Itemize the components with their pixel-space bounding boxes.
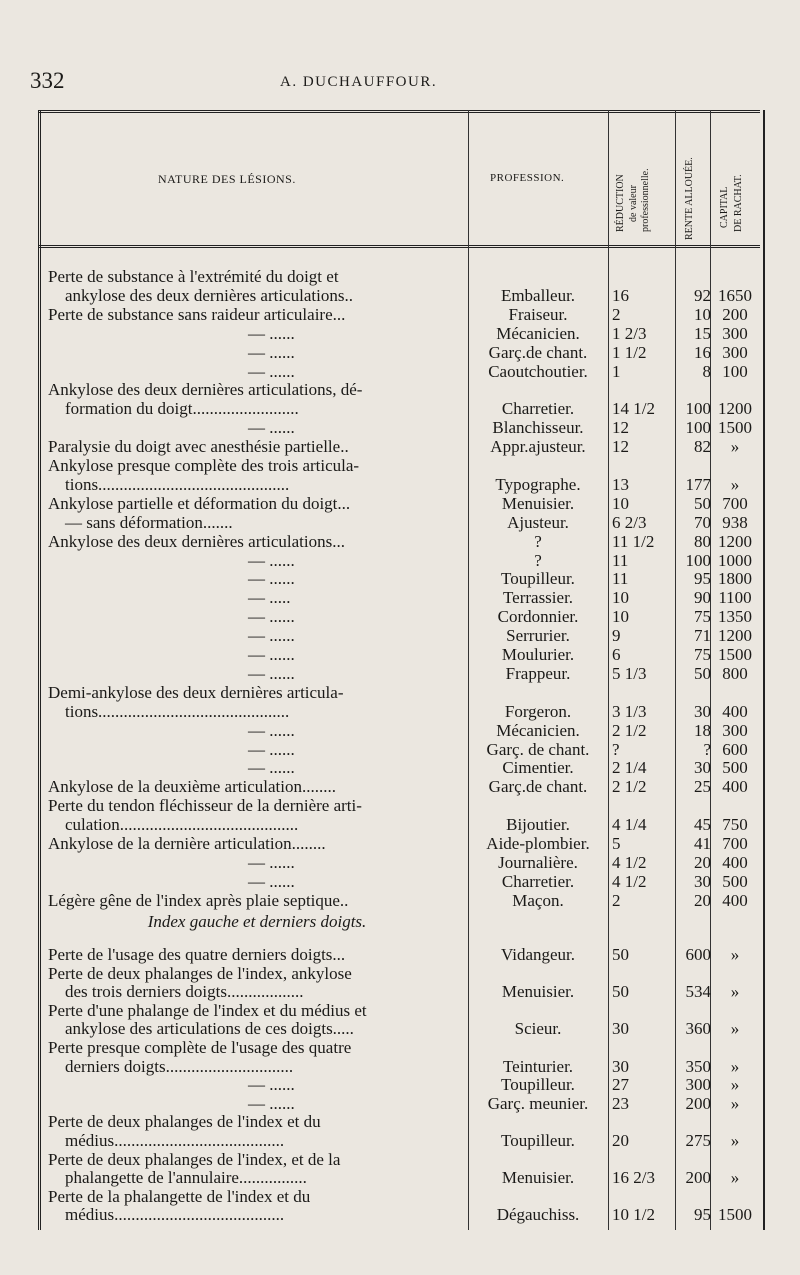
profession-cell: Ajusteur. bbox=[507, 512, 569, 532]
lesion-cell: — ...... bbox=[248, 758, 295, 778]
rente-cell: 50 bbox=[694, 493, 711, 513]
lesion-cell: Ankylose de la dernière articulation........ bbox=[48, 834, 326, 853]
profession-cell: Journalière. bbox=[498, 852, 578, 872]
lesion-cell: Perte de l'usage des quatre derniers doigts... bbox=[48, 945, 346, 964]
lesion-cell: Ankylose de la deuxième articulation........ bbox=[48, 777, 336, 797]
lesion-cell: ankylose des deux dernières articulations.. bbox=[65, 285, 353, 305]
capital-cell: 600 bbox=[722, 739, 748, 759]
lesion-cell: — ..... bbox=[248, 588, 291, 608]
capital-cell: 1200 bbox=[718, 626, 752, 646]
rente-cell: 360 bbox=[685, 1019, 711, 1039]
lesion-cell: — ...... bbox=[248, 361, 295, 381]
lesion-cell: — ...... bbox=[248, 626, 295, 646]
lesion-cell: des trois derniers doigts.................. bbox=[65, 982, 304, 1002]
rente-cell: 600 bbox=[685, 945, 711, 964]
lesion-cell: — ...... bbox=[248, 645, 295, 664]
rente-cell: 90 bbox=[694, 588, 711, 608]
reduction-cell: 2 1/4 bbox=[612, 758, 647, 778]
lesion-cell: Perte de deux phalanges de l'index, ankylose bbox=[48, 963, 352, 983]
profession-cell: ? bbox=[534, 550, 542, 570]
profession-cell: Menuisier. bbox=[501, 493, 575, 513]
rente-cell: 20 bbox=[694, 890, 711, 910]
rente-cell: 177 bbox=[685, 474, 711, 494]
lesion-cell: — ...... bbox=[248, 852, 295, 872]
rente-cell: 20 bbox=[694, 852, 711, 872]
rente-cell: 75 bbox=[694, 607, 711, 627]
capital-cell: » bbox=[730, 1168, 740, 1188]
capital-cell: » bbox=[730, 1075, 740, 1095]
rente-cell: 30 bbox=[694, 871, 711, 891]
profession-cell: Vidangeur. bbox=[500, 945, 576, 964]
table-row bbox=[0, 890, 800, 912]
reduction-cell: 11 bbox=[612, 569, 629, 589]
rente-cell: 80 bbox=[694, 531, 711, 551]
rente-cell: 15 bbox=[694, 323, 711, 343]
lesion-cell: Ankylose des deux dernières articulations, dé- bbox=[48, 380, 363, 400]
profession-cell: Menuisier. bbox=[501, 1168, 575, 1188]
lesion-cell: — ...... bbox=[248, 871, 295, 891]
capital-cell: » bbox=[730, 437, 740, 457]
capital-cell: » bbox=[730, 945, 740, 964]
capital-cell: 300 bbox=[722, 720, 748, 740]
lesion-cell: ankylose des articulations de ces doigts..... bbox=[65, 1019, 354, 1039]
profession-cell: Cimentier. bbox=[502, 758, 574, 778]
lesion-cell: Demi-ankylose des deux dernières articula- bbox=[48, 682, 344, 702]
rente-cell: 18 bbox=[694, 720, 711, 740]
lesion-cell: Perte de substance sans raideur articulaire... bbox=[48, 304, 346, 324]
profession-cell: Menuisier. bbox=[501, 982, 575, 1002]
rente-cell: 275 bbox=[685, 1131, 711, 1150]
reduction-cell: 10 bbox=[612, 588, 629, 608]
profession-cell: Terrassier. bbox=[502, 588, 574, 608]
rente-cell: 100 bbox=[685, 399, 711, 419]
capital-cell: » bbox=[730, 1056, 740, 1076]
capital-cell: 300 bbox=[722, 323, 748, 343]
reduction-cell: 4 1/4 bbox=[612, 815, 647, 835]
col-header-rente: RENTE ALLOUÉE. bbox=[684, 157, 695, 240]
profession-cell: ? bbox=[534, 531, 542, 551]
reduction-cell: 30 bbox=[612, 1019, 629, 1039]
capital-cell: 1500 bbox=[718, 418, 752, 438]
rente-cell: 200 bbox=[685, 1093, 711, 1113]
reduction-cell: 10 bbox=[612, 607, 629, 627]
lesion-cell: derniers doigts.............................. bbox=[65, 1056, 294, 1076]
rente-cell: 30 bbox=[694, 701, 711, 721]
reduction-cell: 16 2/3 bbox=[612, 1168, 655, 1188]
lesion-cell: — ...... bbox=[248, 607, 295, 627]
capital-cell: 1200 bbox=[718, 531, 752, 551]
rente-cell: 95 bbox=[694, 1205, 711, 1225]
table-row bbox=[0, 1204, 800, 1226]
rente-cell: 95 bbox=[694, 569, 711, 589]
lesion-cell: Perte de deux phalanges de l'index et du bbox=[48, 1112, 321, 1132]
reduction-cell: 50 bbox=[612, 945, 629, 964]
lesion-cell: — ...... bbox=[248, 1093, 295, 1113]
profession-cell: Charretier. bbox=[501, 399, 575, 419]
profession-cell: Scieur. bbox=[514, 1019, 562, 1039]
table-top-rule bbox=[38, 110, 760, 113]
rente-cell: 71 bbox=[694, 626, 711, 646]
reduction-cell: 2 bbox=[612, 890, 621, 910]
reduction-cell: 30 bbox=[612, 1056, 629, 1076]
profession-cell: Caoutchoutier. bbox=[488, 361, 588, 381]
lesion-cell: — ...... bbox=[248, 739, 295, 759]
rente-cell: 25 bbox=[694, 777, 711, 797]
capital-cell: 1350 bbox=[718, 607, 752, 627]
reduction-cell: 3 1/3 bbox=[612, 701, 647, 721]
rente-cell: 45 bbox=[694, 815, 711, 835]
capital-cell: 750 bbox=[722, 815, 748, 835]
rente-cell: ? bbox=[703, 739, 711, 759]
capital-cell: 700 bbox=[722, 834, 748, 853]
reduction-cell: 5 bbox=[612, 834, 621, 853]
section-title: Index gauche et derniers doigts. bbox=[147, 912, 367, 931]
rente-cell: 92 bbox=[694, 285, 711, 305]
reduction-cell: 1 1/2 bbox=[612, 342, 647, 362]
lesion-cell: Ankylose partielle et déformation du doigt... bbox=[48, 493, 351, 513]
profession-cell: Blanchisseur. bbox=[492, 418, 584, 438]
reduction-cell: 9 bbox=[612, 626, 621, 646]
lesion-cell: phalangette de l'annulaire................ bbox=[65, 1168, 307, 1188]
reduction-cell: 12 bbox=[612, 418, 629, 438]
reduction-cell: 12 bbox=[612, 437, 629, 457]
capital-cell: 400 bbox=[722, 777, 748, 797]
capital-cell: 500 bbox=[722, 871, 748, 891]
profession-cell: Toupilleur. bbox=[501, 569, 575, 589]
reduction-cell: 1 bbox=[612, 361, 621, 381]
profession-cell: Teinturier. bbox=[502, 1056, 574, 1076]
rente-cell: 100 bbox=[685, 550, 711, 570]
rente-cell: 75 bbox=[694, 645, 711, 664]
col-header-capital-2: DE RACHAT. bbox=[733, 174, 744, 232]
profession-cell: Maçon. bbox=[512, 890, 564, 910]
reduction-cell: 6 2/3 bbox=[612, 512, 647, 532]
profession-cell: Garç. de chant. bbox=[486, 739, 590, 759]
page-header bbox=[30, 68, 770, 98]
reduction-cell: 10 1/2 bbox=[612, 1205, 655, 1225]
profession-cell: Toupilleur. bbox=[501, 1075, 575, 1095]
profession-cell: Frappeur. bbox=[505, 663, 571, 683]
rente-cell: 10 bbox=[694, 304, 711, 324]
lesion-cell: — ...... bbox=[248, 663, 295, 683]
capital-cell: 300 bbox=[722, 342, 748, 362]
reduction-cell: 2 1/2 bbox=[612, 720, 647, 740]
capital-cell: » bbox=[730, 1093, 740, 1113]
page-number: 332 bbox=[30, 68, 65, 93]
capital-cell: » bbox=[730, 982, 740, 1002]
profession-cell: Mécanicien. bbox=[496, 720, 580, 740]
rente-cell: 41 bbox=[694, 834, 711, 853]
reduction-cell: 4 1/2 bbox=[612, 852, 647, 872]
lesion-cell: — sans déformation....... bbox=[65, 512, 233, 532]
reduction-cell: 1 2/3 bbox=[612, 323, 647, 343]
rente-cell: 100 bbox=[685, 418, 711, 438]
rente-cell: 30 bbox=[694, 758, 711, 778]
lesion-cell: — ...... bbox=[248, 550, 295, 570]
capital-cell: 1100 bbox=[718, 588, 752, 608]
profession-cell: Mécanicien. bbox=[496, 323, 580, 343]
rente-cell: 534 bbox=[685, 982, 711, 1002]
capital-cell: 1500 bbox=[718, 645, 752, 664]
lesion-cell: — ...... bbox=[248, 1075, 295, 1095]
profession-cell: Emballeur. bbox=[500, 285, 576, 305]
col-header-nature: NATURE DES LÉSIONS. bbox=[158, 172, 296, 186]
rente-cell: 300 bbox=[685, 1075, 711, 1095]
capital-cell: 400 bbox=[722, 852, 748, 872]
col-header-reduction-1: RÉDUCTION bbox=[615, 174, 626, 232]
reduction-cell: 2 1/2 bbox=[612, 777, 647, 797]
reduction-cell: 6 bbox=[612, 645, 621, 664]
capital-cell: 400 bbox=[722, 701, 748, 721]
profession-cell: Serrurier. bbox=[506, 626, 570, 646]
reduction-cell: 23 bbox=[612, 1093, 629, 1113]
lesion-cell: Ankylose des deux dernières articulations... bbox=[48, 531, 345, 551]
reduction-cell: 11 1/2 bbox=[612, 531, 655, 551]
reduction-cell: 16 bbox=[612, 285, 629, 305]
capital-cell: 1800 bbox=[718, 569, 752, 589]
lesion-cell: Légère gêne de l'index après plaie septique.. bbox=[48, 890, 349, 910]
header-rule bbox=[38, 245, 760, 248]
lesion-cell: culation.......................................... bbox=[65, 815, 299, 835]
profession-cell: Bijoutier. bbox=[506, 815, 570, 835]
lesion-cell: — ...... bbox=[248, 342, 295, 362]
rente-cell: 8 bbox=[702, 361, 711, 381]
lesion-cell: Perte de substance à l'extrémité du doigt et bbox=[48, 267, 339, 286]
lesion-cell: tions............................................. bbox=[65, 701, 290, 721]
rente-cell: 200 bbox=[685, 1168, 711, 1188]
lesion-cell: Ankylose presque complète des trois articula- bbox=[48, 456, 360, 475]
capital-cell: 200 bbox=[722, 304, 748, 324]
reduction-cell: 10 bbox=[612, 493, 629, 513]
lesion-cell: tions............................................. bbox=[65, 474, 290, 494]
capital-cell: » bbox=[730, 1019, 740, 1039]
capital-cell: 1650 bbox=[718, 285, 752, 305]
profession-cell: Garç.de chant. bbox=[488, 342, 588, 362]
capital-cell: 700 bbox=[722, 493, 748, 513]
lesion-cell: — ...... bbox=[248, 418, 295, 438]
profession-cell: Fraiseur. bbox=[508, 304, 568, 324]
reduction-cell: 2 bbox=[612, 304, 621, 324]
lesion-cell: Perte de la phalangette de l'index et du bbox=[48, 1186, 311, 1206]
lesion-cell: — ...... bbox=[248, 720, 295, 740]
profession-cell: Moulurier. bbox=[501, 645, 575, 664]
profession-cell: Typographe. bbox=[495, 474, 581, 494]
reduction-cell: 4 1/2 bbox=[612, 871, 647, 891]
lesion-cell: Paralysie du doigt avec anesthésie partielle.. bbox=[48, 437, 349, 457]
profession-cell: Garç. meunier. bbox=[487, 1093, 589, 1113]
rente-cell: 50 bbox=[694, 663, 711, 683]
capital-cell: » bbox=[730, 474, 740, 494]
rente-cell: 70 bbox=[694, 512, 711, 532]
profession-cell: Toupilleur. bbox=[501, 1131, 575, 1150]
profession-cell: Aide-plombier. bbox=[486, 834, 590, 853]
col-header-capital-1: CAPITAL bbox=[719, 186, 730, 228]
profession-cell: Forgeron. bbox=[504, 701, 572, 721]
running-title: A. DUCHAUFFOUR. bbox=[280, 74, 438, 90]
profession-cell: Cordonnier. bbox=[497, 607, 579, 627]
lesion-cell: Perte de deux phalanges de l'index, et de la bbox=[48, 1149, 341, 1169]
capital-cell: 938 bbox=[722, 512, 748, 532]
lesion-cell: médius........................................ bbox=[65, 1131, 285, 1150]
reduction-cell: 27 bbox=[612, 1075, 629, 1095]
capital-cell: 500 bbox=[722, 758, 748, 778]
reduction-cell: 5 1/3 bbox=[612, 663, 647, 683]
lesion-cell: formation du doigt......................... bbox=[65, 399, 299, 419]
profession-cell: Charretier. bbox=[501, 871, 575, 891]
capital-cell: 400 bbox=[722, 890, 748, 910]
col-header-reduction-2: de valeur bbox=[628, 185, 639, 222]
capital-cell: » bbox=[730, 1131, 740, 1150]
lesion-cell: — ...... bbox=[248, 323, 295, 343]
rente-cell: 16 bbox=[694, 342, 711, 362]
profession-cell: Dégauchiss. bbox=[496, 1205, 580, 1225]
reduction-cell: 14 1/2 bbox=[612, 399, 655, 419]
capital-cell: 100 bbox=[722, 361, 748, 381]
capital-cell: 1200 bbox=[718, 399, 752, 419]
capital-cell: 1000 bbox=[718, 550, 752, 570]
lesion-cell: Perte presque complète de l'usage des quatre bbox=[48, 1038, 352, 1057]
col-header-reduction-3: professionnelle. bbox=[640, 168, 651, 232]
reduction-cell: 11 bbox=[612, 550, 629, 570]
profession-cell: Garç.de chant. bbox=[488, 777, 588, 797]
lesion-cell: Perte du tendon fléchisseur de la dernière arti- bbox=[48, 796, 362, 816]
reduction-cell: 13 bbox=[612, 474, 629, 494]
capital-cell: 800 bbox=[722, 663, 748, 683]
col-header-profession: PROFESSION. bbox=[490, 172, 565, 184]
reduction-cell: 20 bbox=[612, 1131, 629, 1150]
profession-cell: Appr.ajusteur. bbox=[490, 437, 586, 457]
lesion-cell: médius........................................ bbox=[65, 1205, 285, 1225]
reduction-cell: 50 bbox=[612, 982, 629, 1002]
rente-cell: 350 bbox=[685, 1056, 711, 1076]
capital-cell: 1500 bbox=[718, 1205, 752, 1225]
reduction-cell: ? bbox=[612, 739, 620, 759]
lesion-cell: — ...... bbox=[248, 569, 295, 589]
rente-cell: 82 bbox=[694, 437, 711, 457]
lesion-cell: Perte d'une phalange de l'index et du médius et bbox=[48, 1000, 367, 1020]
